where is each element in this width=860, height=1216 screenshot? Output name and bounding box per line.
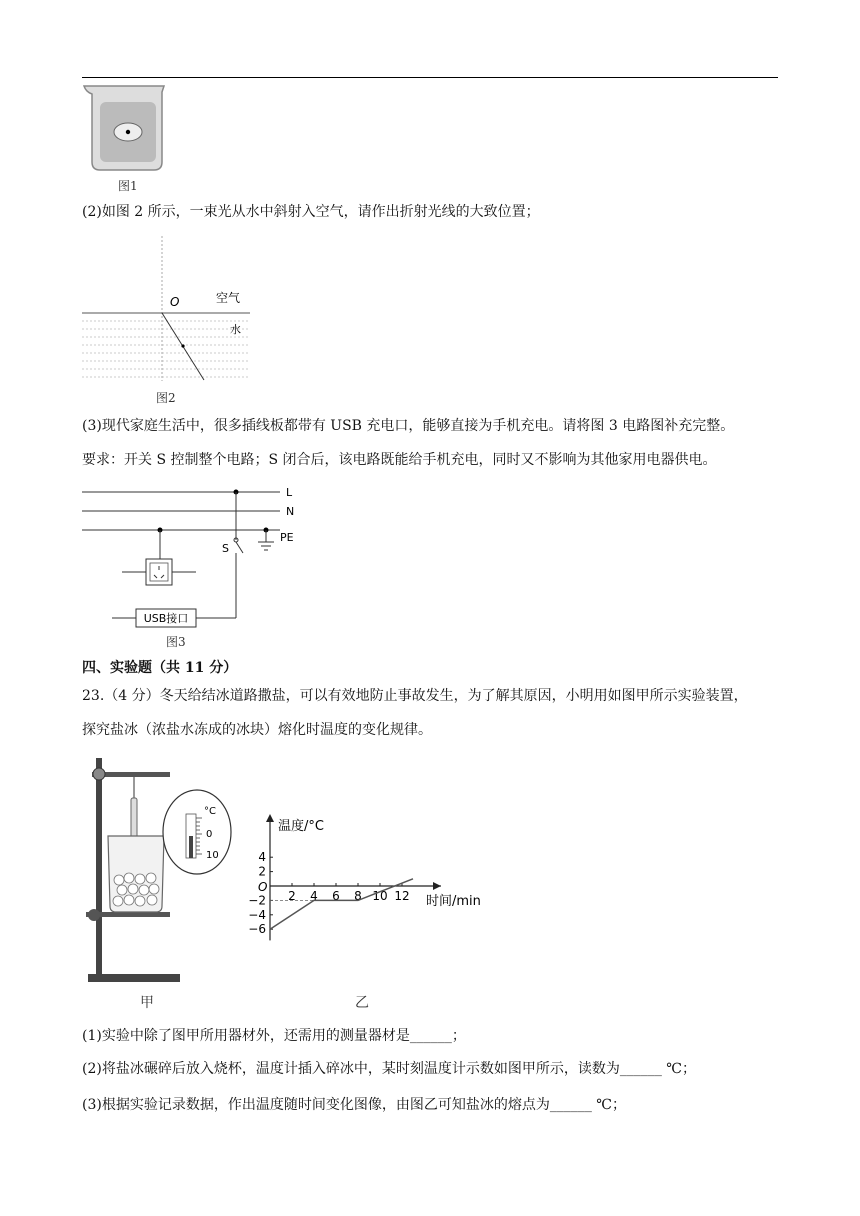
usb-port-label: USB接口 bbox=[143, 612, 189, 625]
figure-2-caption: 图2 bbox=[156, 391, 176, 405]
chart-xlabel: 时间/min bbox=[426, 894, 481, 909]
q23-sub1: (1)实验中除了图甲所用器材外，还需用的测量器材是______； bbox=[82, 1028, 466, 1044]
top-rule bbox=[82, 77, 778, 78]
chart-x-tick-label: 6 bbox=[332, 889, 340, 903]
label-air: 空气 bbox=[216, 291, 241, 305]
chart-y-tick-label: −4 bbox=[248, 907, 266, 922]
label-yi: 乙 bbox=[355, 995, 369, 1011]
thermo-tick-10: 10 bbox=[206, 850, 219, 861]
chart-y-tick-label: 2 bbox=[258, 864, 266, 879]
q23-sub2: (2)将盐冰碾碎后放入烧杯，温度计插入碎冰中，某时刻温度计示数如图甲所示，读数为______ ℃； bbox=[82, 1061, 696, 1077]
figure-2-refraction bbox=[82, 236, 254, 406]
label-jia: 甲 bbox=[140, 995, 154, 1011]
figure-jia-apparatus bbox=[82, 752, 242, 992]
chart-y-tick-label: −6 bbox=[248, 922, 266, 937]
chart-x-tick-label: 10 bbox=[372, 889, 388, 903]
chart-origin-label: O bbox=[258, 880, 268, 894]
q2-text: (2)如图 2 所示，一束光从水中斜射入空气，请作出折射光线的大致位置； bbox=[82, 204, 540, 220]
label-n: N bbox=[286, 505, 295, 518]
q23-line2: 探究盐冰（浓盐水冻成的冰块）熔化时温度的变化规律。 bbox=[82, 722, 432, 738]
label-water: 水 bbox=[230, 323, 241, 336]
chart-y-tick-label: 4 bbox=[258, 850, 266, 865]
q23-line1: 23.（4 分）冬天给结冰道路撒盐，可以有效地防止事故发生，为了解其原因，小明用如图甲所示实验装置， bbox=[82, 688, 748, 704]
thermo-unit: °C bbox=[204, 806, 216, 817]
chart-x-tick-label: 12 bbox=[394, 889, 410, 903]
label-s: S bbox=[222, 542, 229, 555]
figure-3-circuit bbox=[82, 478, 312, 648]
thermo-tick-0: 0 bbox=[206, 829, 213, 840]
chart-x-axis-arrow bbox=[433, 882, 441, 890]
label-o: O bbox=[170, 295, 180, 309]
label-l: L bbox=[286, 486, 293, 499]
figure-yi-chart bbox=[236, 810, 500, 970]
chart-x-tick-label: 8 bbox=[354, 889, 362, 903]
chart-ylabel: 温度/°C bbox=[278, 819, 324, 834]
label-pe: PE bbox=[280, 531, 294, 544]
chart-y-tick-label: −2 bbox=[248, 893, 266, 908]
chart-x-tick-label: 4 bbox=[310, 889, 318, 903]
chart-y-axis-arrow bbox=[266, 814, 274, 822]
q23-sub3: (3)根据实验记录数据，作出温度随时间变化图像，由图乙可知盐冰的熔点为______ ℃； bbox=[82, 1097, 626, 1113]
q3-line2: 要求：开关 S 控制整个电路；S 闭合后，该电路既能给手机充电，同时又不影响为其他家用电器供电。 bbox=[82, 452, 717, 468]
q3-line1: (3)现代家庭生活中，很多插线板都带有 USB 充电口，能够直接为手机充电。请将图 3 电路图补充完整。 bbox=[82, 418, 735, 434]
section-4-heading: 四、实验题（共 11 分） bbox=[82, 660, 238, 676]
figure-1-caption: 图1 bbox=[118, 179, 138, 193]
chart-x-tick-label: 2 bbox=[288, 889, 296, 903]
figure-3-caption: 图3 bbox=[166, 635, 186, 649]
